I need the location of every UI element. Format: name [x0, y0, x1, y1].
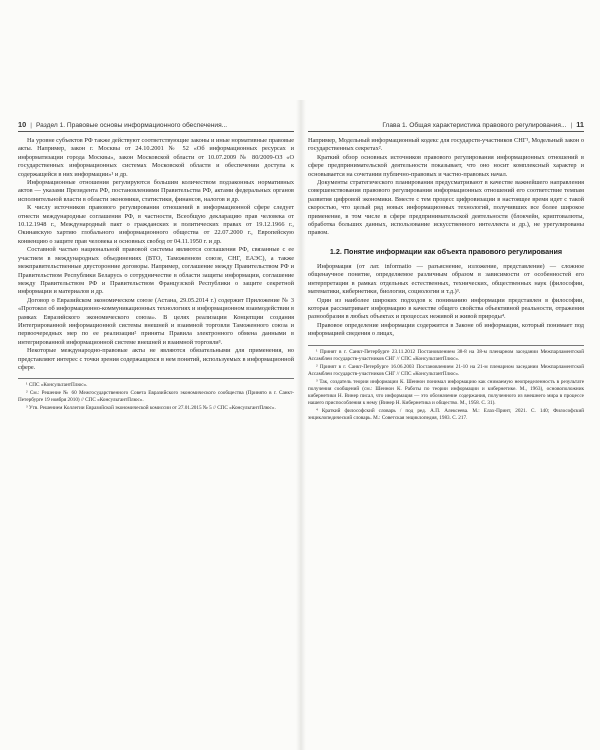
right-running-head [308, 120, 584, 132]
left-running-head [18, 120, 294, 132]
right-paragraph: Краткий обзор основных источников правового регулирования информационных отношений в сфере предпринимательской деятельности показывает, что оно носит комплексный характер и основывается на сочетании публично-правовых и частно-правовых начал. [308, 153, 584, 178]
left-paragraph: Договор о Евразийском экономическом союзе (Астана, 29.05.2014 г.) содержит Приложение № 3 «Протокол об информационно-коммуникационных технологиях и информационном взаимодействии в рамках Евразийского экономического союза». В целях реализации Концепции создания Интегрированной информационной системы внешней и взаимной торговли Таможенного союза и первоочередных мер по ее реализации² приняты Правила электронного обмена данными в интегрированной информационной системе внешней и взаимной торговли³. [18, 296, 294, 346]
section-heading: 1.2. Понятие информации как объекта правового регулирования [329, 246, 563, 256]
right-paragraph: Документы стратегического планирования предусматривают в качестве важнейшего направления совершенствования правового регулирования информационных отношений его соответствие темпам развития цифровой экономики. Вместе с тем процесс цифровизации в настоящее время идет с такой скоростью, что целый ряд новых информационных технологий, получивших все более широкое применение, в том числе в сфере предпринимательской деятельности (блокчейн, криптовалюты, обработка больших данных, использование искусственного интеллекта и др.), не урегулированы правом. [308, 179, 584, 237]
right-paragraph: Информация (от лат. informatio — разъяснение, изложение, представление) — сложное общенаучное понятие, определяемое различным образом в зависимости от особенностей его интерпретации в рамках отдельных естественных, технических, общественных наук (философии, математики, кибернетики, биологии, социологии и т.д.)³. [308, 262, 584, 296]
book-gutter [296, 100, 306, 750]
right-footnotes [308, 345, 584, 422]
right-paragraph: Например, Модельный информационный кодекс для государств-участников СНГ¹, Модельный закон о государственных секретах². [308, 137, 584, 153]
footnote: ² См.: Решение № 60 Межгосударственного Совета Евразийского экономического сообщества (Принято в г. Санкт-Петербурге 19 ноября 2010) // СПС «КонсультантПлюс». [18, 390, 294, 404]
left-paragraph: На уровне субъектов РФ также действуют соответствующие законы и иные нормативные правовые акты. Например, закон г. Москвы от 24.10.2001 № 52 «Об информационных ресурсах и информатизации города Москвы», закон Московской области от 10.07.2009 № 80/2009-ОЗ «О государственных информационных системах Московской области и обеспечении доступа к содержащейся в них информации»¹ и др. [18, 137, 294, 178]
footnote: ¹ Принят в г. Санкт-Петербурге 23.11.2012 Постановлением 38-8 на 38-м пленарном заседании Межпарламентской Ассамблеи государств-участников СНГ // СПС «КонсультантПлюс». [308, 348, 584, 362]
left-page [18, 120, 294, 730]
running-head-separator: | [30, 122, 32, 129]
left-running-head-title: Раздел 1. Правовые основы информационного обеспечения... [35, 122, 228, 129]
right-page [308, 120, 584, 730]
right-paragraph: Один из наиболее широких подходов к пониманию информации представлен в философии, которая рассматривает информацию в качестве общего свойства объективной реальности, отражения разнообразия в любых объектах и процессах неживой и живой природы⁴. [308, 296, 584, 321]
right-page-number: 11 [576, 120, 584, 129]
left-paragraph: К числу источников правового регулирования отношений в информационной сфере следует отнести международные соглашения РФ, в частности, Всеобщую декларацию прав человека от 10.12.1948 г., Международный пакт о гражданских и политических правах от 19.12.1966 г., Окинавскую хартию глобального информационного общества от 22.07.2000 г., Европейскую конвенцию о защите прав человека и основных свобод от 04.11.1950 г. и др. [18, 204, 294, 245]
left-footnotes [18, 378, 294, 412]
left-paragraph: Составной частью национальной правовой системы являются соглашения РФ, связанные с ее участием в международных объединениях (ВТО, Таможенном союзе, СНГ, ЕАЭС), а также межправительственные двусторонние договоры. Например, соглашение между Правительством РФ и Правительством Республики Беларусь о сотрудничестве в области защиты информации, соглашение между Правительством РФ и Правительством Французской Республики о защите секретной информации и материалов и др. [18, 246, 294, 296]
right-paragraph: Правовое определение информации содержится в Законе об информации, который понимает под информацией сведения о лицах, [308, 321, 584, 338]
left-paragraph: Информационные отношения регулируются большим количеством подзаконных нормативных актов — указами Президента РФ, постановлениями Правительства РФ, актами федеральных органов исполнительной власти в области экономики, статистики, финансов, налогов и др. [18, 179, 294, 203]
running-head-separator: | [570, 122, 573, 129]
footnote: ² Принят в г. Санкт-Петербурге 16.06.2003 Постановлением 21-10 на 21-м пленарном заседании Межпарламентской Ассамблеи государств-участников СНГ // СПС «КонсультантПлюс». [308, 363, 584, 377]
footnote: ¹ СПС «КонсультантПлюс». [26, 382, 88, 389]
footnote: ⁴ Краткий философский словарь / под ред. А.П. Алексеева. М.: Елах-Принт, 2021. С. 140; Философский энциклопедический словарь. М.: Советская энциклопедия, 1983. С. 217. [308, 407, 584, 421]
right-running-head-title: Глава 1. Общая характеристика правового регулирования... [382, 122, 567, 129]
footnote: ³ Утв. Решением Коллегии Евразийской экономической комиссии от 27.01.2015 № 5 // СПС «КонсультантПлюс». [26, 405, 276, 412]
left-paragraph: Некоторые международно-правовые акты не являются обязательными для применения, но представляют интерес с точки зрения содержащихся в нем понятий, используемых в информационной сфере. [18, 347, 294, 371]
footnote: ³ Так, создатель теории информации К. Шеннон понимал информацию как снимаемую неопределенность в результате получения сообщений (см.: Шеннон К. Работы по теории информации и кибернетике. М., 1963), основоположник кибернетики Н. Винер писал, что информация — это обозначение содержания, полученного из внешнего мира в процессе нашего приспособления к нему (Винер Н. Кибернетика и общество. М., 1958. С. 31). [308, 378, 584, 406]
left-page-number: 10 [18, 120, 27, 129]
